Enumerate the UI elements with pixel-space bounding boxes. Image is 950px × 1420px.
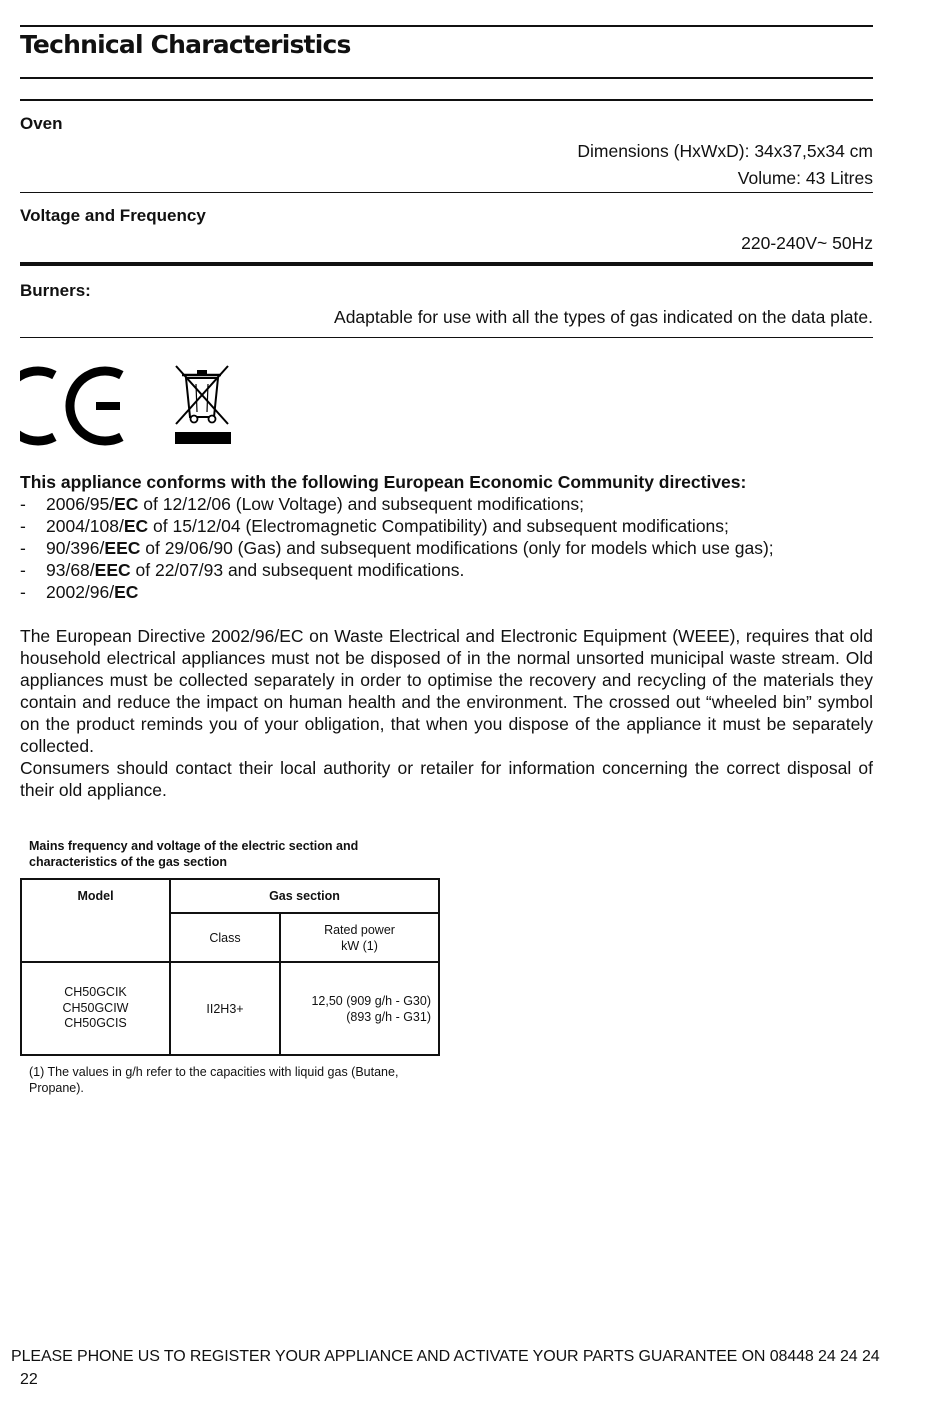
- header-rated-power-unit: kW (1): [341, 938, 378, 953]
- directive-dash: -: [20, 516, 26, 536]
- oven-rule: [20, 192, 873, 193]
- model-name: CH50GCIK: [64, 985, 127, 1000]
- page-title: Technical Characteristics: [20, 30, 351, 59]
- ce-mark-icon: [20, 366, 130, 446]
- directive-dash: -: [20, 560, 26, 580]
- header-model: Model: [21, 879, 170, 962]
- consumer-paragraph: Consumers should contact their local authority or retailer for information concerning the correct disposal of their old appliance.: [20, 758, 873, 800]
- directive-item: [20, 582, 138, 603]
- rated-power-value: (893 g/h - G31): [346, 1009, 431, 1024]
- directive-number: 93/68/: [46, 560, 95, 580]
- table-row: [21, 962, 439, 1055]
- header-rated-power-line: Rated power: [324, 922, 395, 937]
- directive-description: of 22/07/93 and subsequent modifications.: [130, 560, 465, 580]
- header-gas-section: Gas section: [170, 879, 439, 913]
- directive-number: 2004/108/: [46, 516, 124, 536]
- directive-dash: -: [20, 538, 26, 558]
- page-number: 22: [20, 1371, 38, 1388]
- header-class: Class: [170, 913, 280, 962]
- directive-suffix: EC: [114, 582, 139, 602]
- voltage-value: 220-240V~ 50Hz: [741, 233, 873, 253]
- directive-dash: -: [20, 494, 26, 514]
- burners-heading: Burners:: [20, 281, 91, 300]
- directive-suffix: EEC: [104, 538, 141, 558]
- burners-rule: [20, 337, 873, 338]
- directive-description: of 29/06/90 (Gas) and subsequent modifications (only for models which use gas);: [140, 538, 774, 558]
- header-rated-power: [280, 913, 439, 962]
- burners-value: Adaptable for use with all the types of gas indicated on the data plate.: [334, 307, 873, 327]
- top-rule: [20, 25, 873, 27]
- directive-item: [20, 494, 584, 515]
- directive-number: 2006/95/: [46, 494, 115, 514]
- table-footnote: (1) The values in g/h refer to the capacities with liquid gas (Butane, Propane).: [29, 1065, 399, 1095]
- model-name: CH50GCIS: [64, 1016, 127, 1031]
- voltage-heading: Voltage and Frequency: [20, 206, 206, 225]
- directive-suffix: EC: [114, 494, 139, 514]
- oven-heading: Oven: [20, 114, 63, 133]
- voltage-rule: [20, 262, 873, 266]
- oven-dimensions: Dimensions (HxWxD): 34x37,5x34 cm: [577, 141, 873, 161]
- directive-suffix: EC: [123, 516, 149, 536]
- weee-paragraph: The European Directive 2002/96/EC on Waste Electrical and Electronic Equipment (WEEE), requires that old household electrical appliances must not be disposed of in the normal unsorted municipal waste stream. Old appliances must be collected separately in order to optimise the recovery and recycling of the materials they contain and reduce the impact on human health and the environment. The crossed out “wheeled bin” symbol on the product reminds you of your obligation, that when you dispose of the appliance it must be separately collected.: [20, 626, 873, 756]
- section-rule-top: [20, 99, 873, 101]
- directive-suffix: EEC: [94, 560, 131, 580]
- model-name: CH50GCIW: [62, 1000, 129, 1015]
- directive-item: [20, 560, 464, 581]
- directive-number: 90/396/: [46, 538, 105, 558]
- gas-section-table: [20, 878, 440, 1056]
- rated-power-cell: [280, 962, 439, 1055]
- directive-item: [20, 516, 729, 537]
- directive-description: of 15/12/04 (Electromagnetic Compatibility) and subsequent modifications;: [148, 516, 729, 536]
- title-rule: [20, 77, 873, 79]
- oven-volume: Volume: 43 Litres: [737, 168, 873, 188]
- directive-item: [20, 538, 774, 559]
- directives-intro: This appliance conforms with the following European Economic Community directives:: [20, 472, 747, 492]
- directive-description: of 12/12/06 (Low Voltage) and subsequent modifications;: [138, 494, 585, 514]
- directive-number: 2002/96/: [46, 582, 115, 602]
- rated-power-value: 12,50 (909 g/h - G30): [311, 993, 431, 1008]
- footer-notice: PLEASE PHONE US TO REGISTER YOUR APPLIANCE AND ACTIVATE YOUR PARTS GUARANTEE ON 08448 24 24 24: [11, 1348, 880, 1365]
- model-cell: [21, 962, 170, 1055]
- weee-bin-icon: [172, 364, 234, 446]
- class-cell: II2H3+: [170, 962, 280, 1055]
- directive-dash: -: [20, 582, 26, 602]
- table-title: Mains frequency and voltage of the electric section and characteristics of the gas section: [29, 839, 359, 869]
